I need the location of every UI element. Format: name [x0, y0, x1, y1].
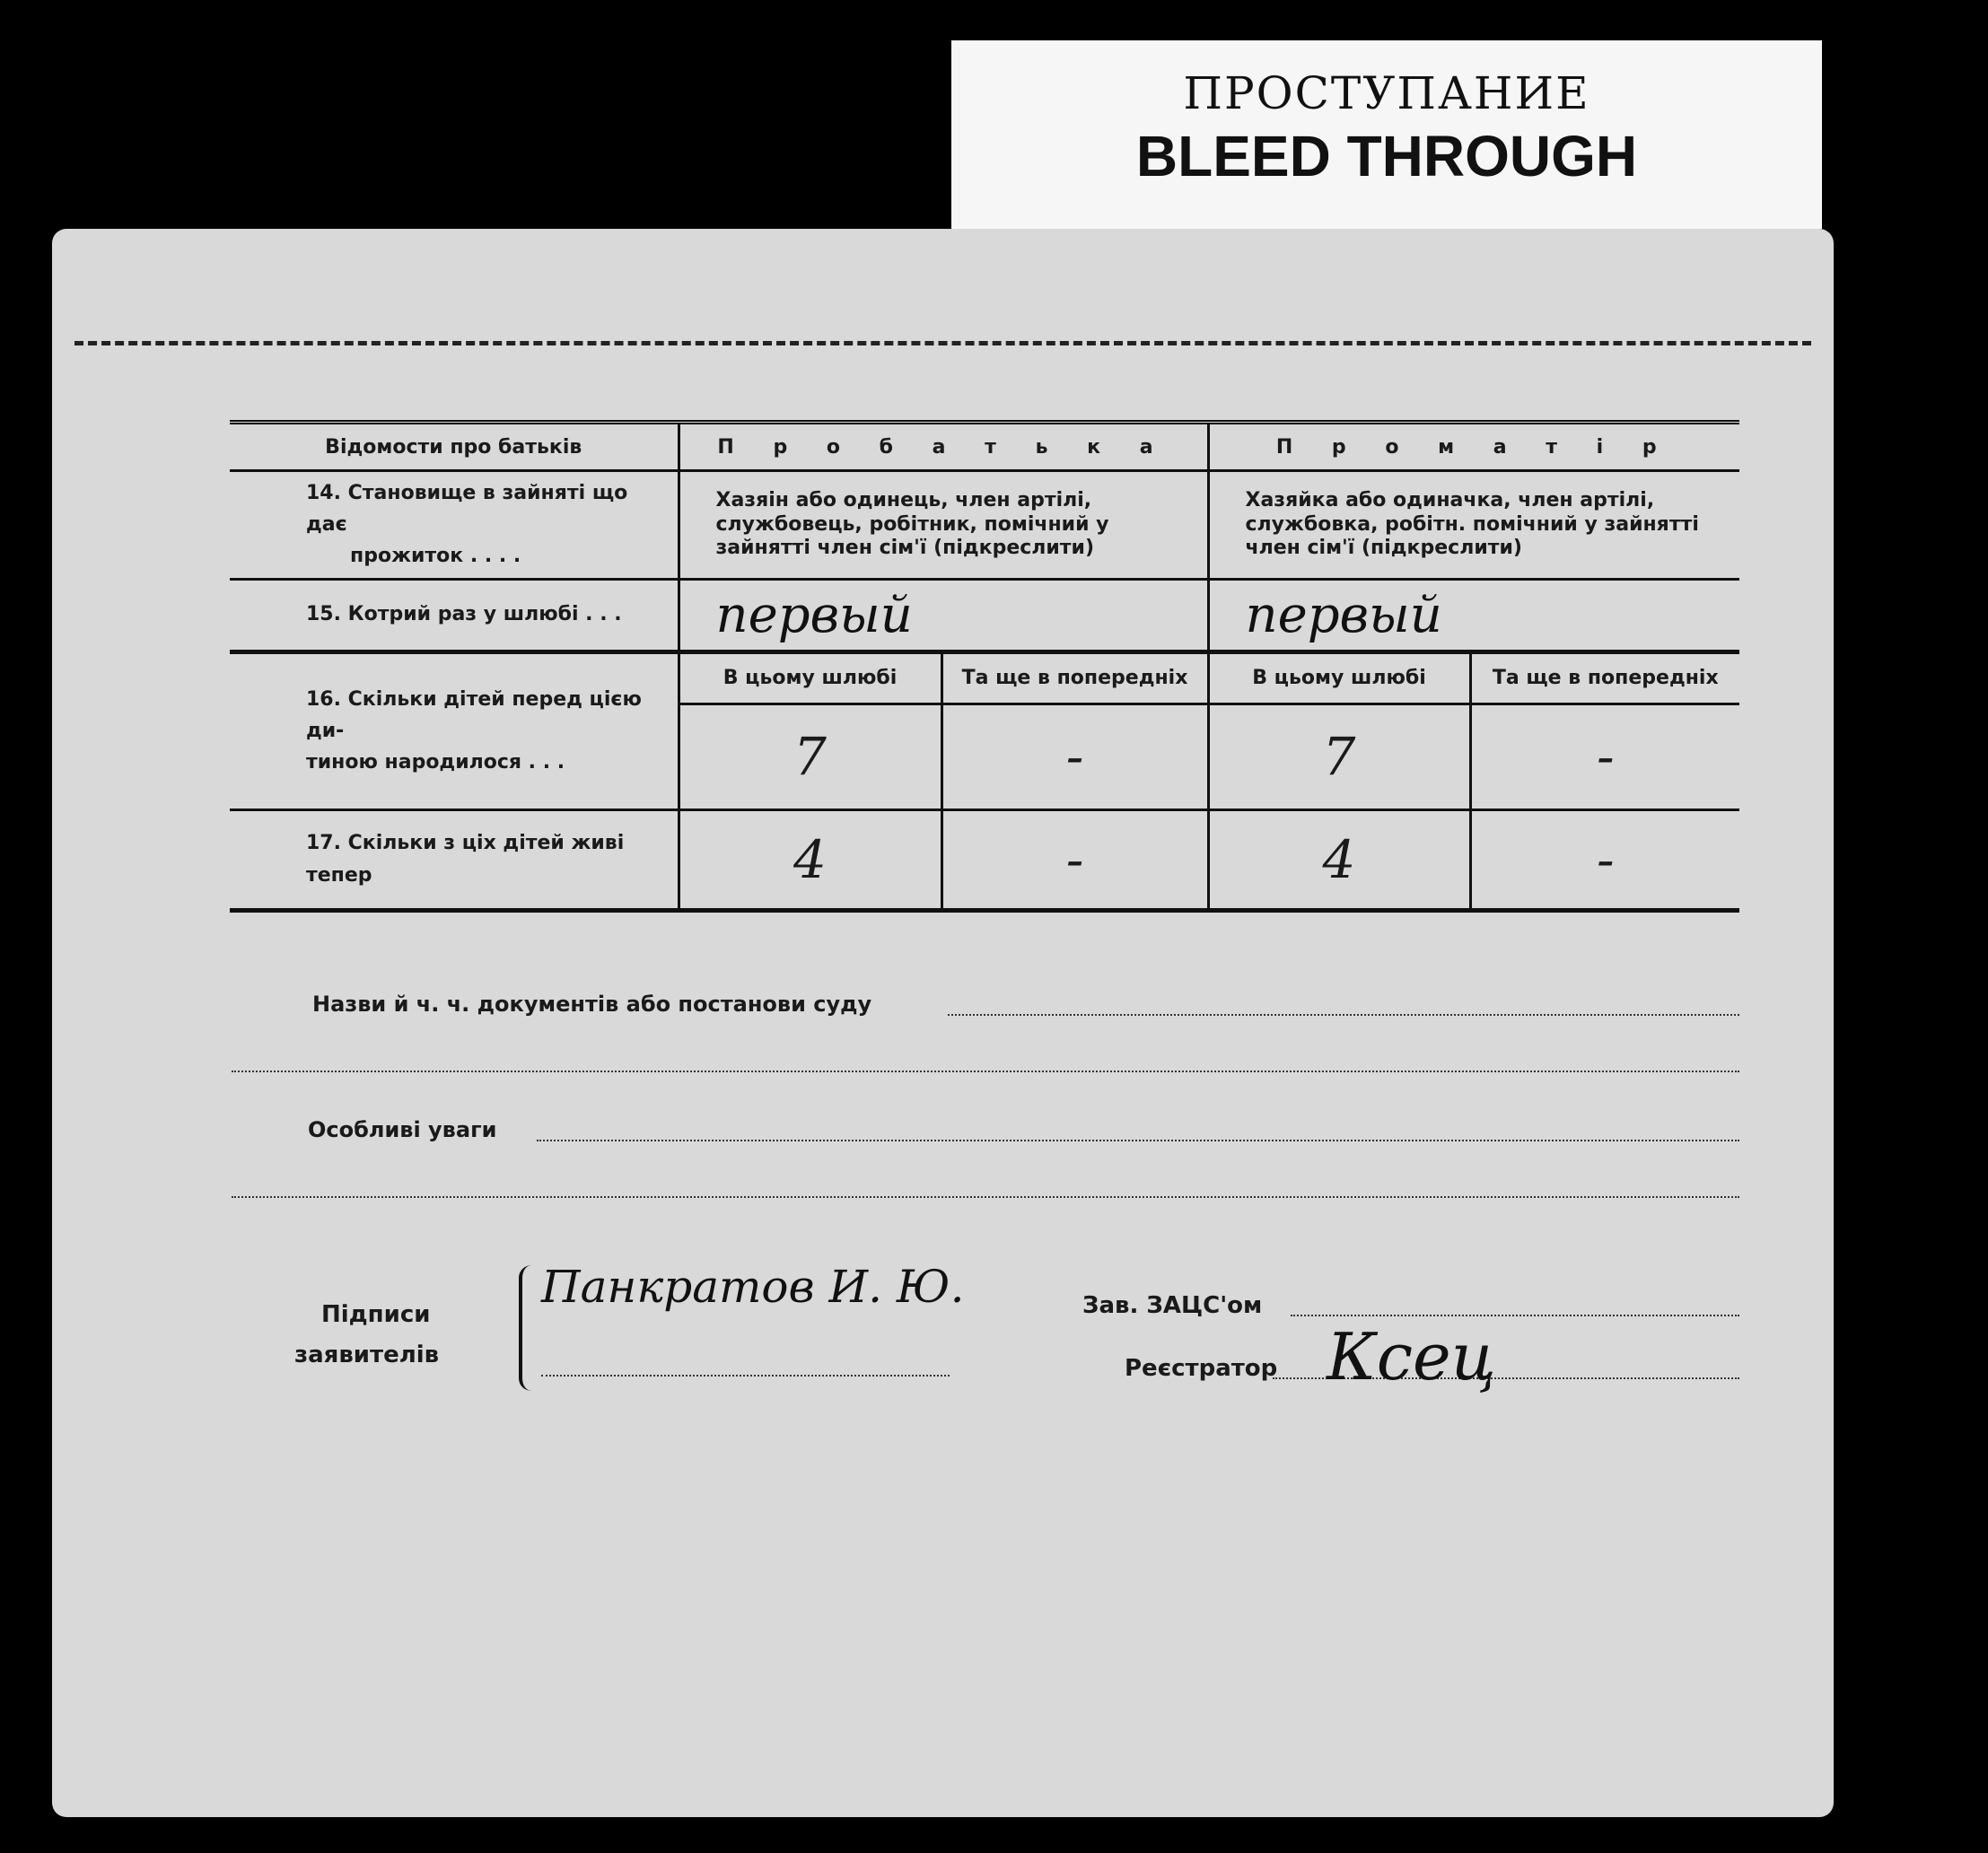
- perforation-line: [74, 341, 1811, 345]
- row14-label-b: прожиток . . . .: [350, 545, 521, 568]
- registrar-signature: Ксец: [1327, 1319, 1496, 1394]
- subhead-father-previous: Та ще в попередніх: [941, 651, 1208, 704]
- remarks-line: [537, 1140, 1739, 1141]
- row14-label: [230, 471, 679, 580]
- row14-father: Хазяін або одинець, член артілі, службовець, робітник, помічний у зайнятті член сім'ї (підкреслити): [679, 471, 1208, 580]
- remarks-label: Особливі уваги: [308, 1117, 497, 1142]
- bleed-through-stamp: [951, 40, 1822, 229]
- documents-label: Назви й ч. ч. документів або постанови суду: [312, 992, 872, 1017]
- parents-info-table: [230, 420, 1739, 913]
- header-mother: П р о м а т і р: [1275, 435, 1673, 459]
- subhead-mother-previous: Та ще в попередніх: [1470, 651, 1739, 704]
- stamp-line2: BLEED THROUGH: [1135, 124, 1638, 188]
- row16-label-a: 16. Скільки дітей перед цією ди-: [306, 687, 642, 742]
- subhead-father-this: В цьому шлюбі: [679, 651, 941, 704]
- applicant-signature: Панкратов И. Ю.: [541, 1261, 965, 1313]
- head-zags-line: [1291, 1315, 1739, 1316]
- documents-line-2: [232, 1071, 1739, 1072]
- signatures-label-a: Підписи: [321, 1301, 431, 1328]
- header-father: П р о б а т ь к а: [717, 435, 1169, 459]
- signatures-label-b: заявителів: [294, 1342, 440, 1368]
- row15-mother-handwritten: первый: [1208, 579, 1739, 651]
- row16-father-this: 7: [679, 704, 941, 809]
- row17-father-this: 4: [679, 809, 941, 910]
- row16-father-previous: -: [941, 704, 1208, 809]
- row15-label: 15. Котрий раз у шлюбі . . .: [230, 579, 679, 651]
- row16-mother-this: 7: [1208, 704, 1470, 809]
- row17-mother-this: 4: [1208, 809, 1470, 910]
- row17-label: 17. Скільки з ціх дітей живі тепер: [230, 809, 679, 910]
- subhead-mother-this: В цьому шлюбі: [1208, 651, 1470, 704]
- remarks-line-2: [232, 1196, 1739, 1198]
- row16-label-b: тиною народилося . . .: [306, 751, 565, 774]
- row16-label: [230, 651, 679, 809]
- documents-line: [948, 1014, 1739, 1016]
- row16-mother-previous: -: [1470, 704, 1739, 809]
- row17-father-previous: -: [941, 809, 1208, 910]
- stamp-line1: ПРОСТУПАНИЕ: [1183, 67, 1590, 119]
- header-parents-info: Відомости про батьків: [230, 423, 679, 471]
- head-zags-label: Зав. ЗАЦС'ом: [1082, 1292, 1263, 1319]
- row17-mother-previous: -: [1470, 809, 1739, 910]
- form-page: [52, 229, 1834, 1817]
- applicant-line-2: [541, 1375, 950, 1377]
- signatures-brace: [519, 1265, 537, 1391]
- row15-father-handwritten: первый: [679, 579, 1208, 651]
- row14-mother: Хазяйка або одиначка, член артілі, службовка, робітн. помічний у зайнятті член сім'ї (підкреслити): [1208, 471, 1739, 580]
- registrar-label: Реєстратор: [1125, 1355, 1278, 1382]
- row14-label-a: 14. Становище в зайняті що дає: [306, 482, 628, 537]
